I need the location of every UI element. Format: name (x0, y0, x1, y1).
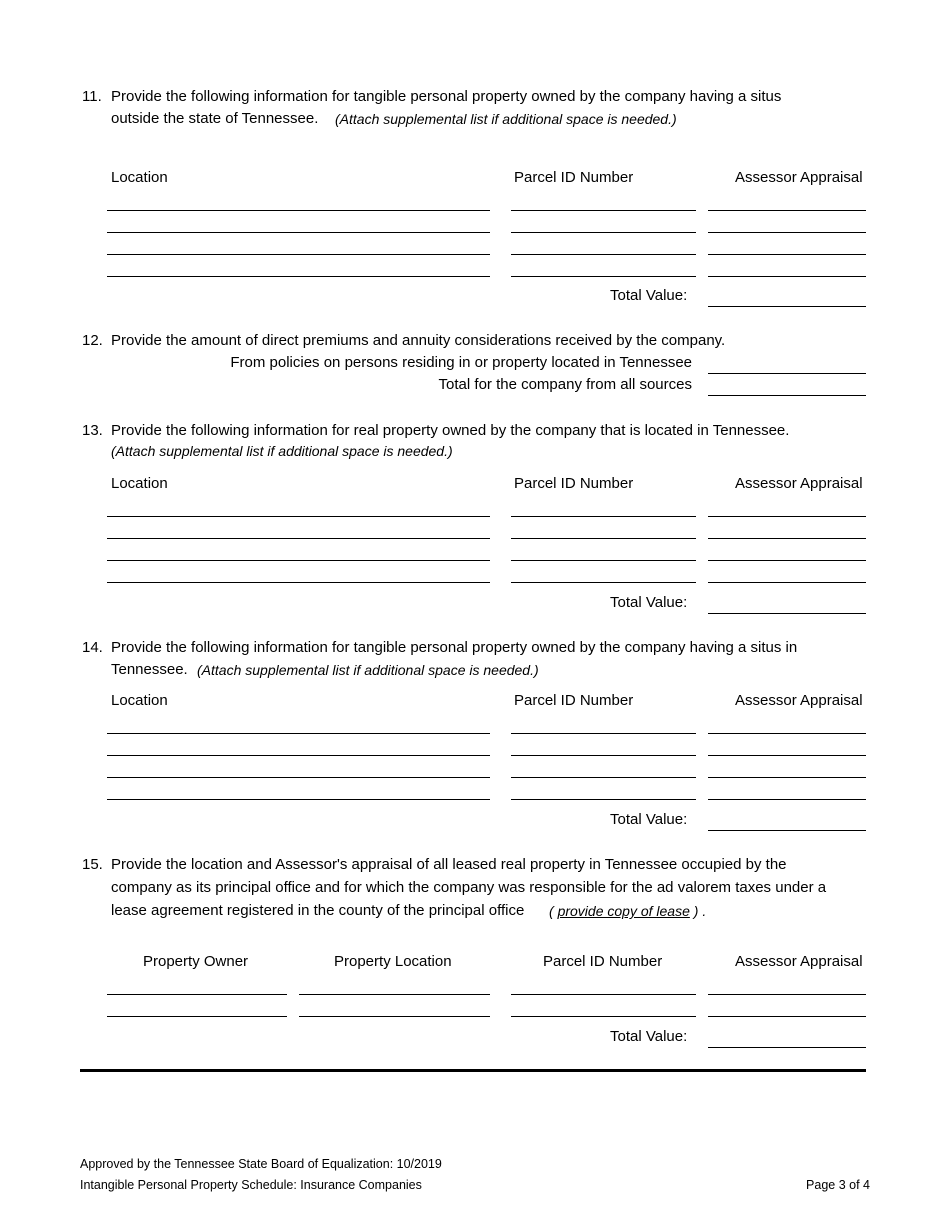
total-premiums-label: Total for the company from all sources (438, 376, 692, 393)
assessor-appraisal-field[interactable] (708, 497, 866, 517)
location-field[interactable] (107, 213, 490, 233)
parcel-id-field[interactable] (511, 235, 696, 255)
question-number: 11. (82, 88, 102, 105)
note-paren-close: ) (693, 903, 699, 919)
total-premiums-field[interactable] (708, 376, 866, 396)
question-text: Provide the location and Assessor's appraisal of all leased real property in Tennessee occupied by the (111, 856, 787, 873)
location-field[interactable] (107, 235, 490, 255)
location-field[interactable] (107, 736, 490, 756)
parcel-id-field[interactable] (511, 997, 696, 1017)
column-header-property-owner: Property Owner (143, 953, 249, 970)
question-number: 14. (82, 639, 103, 656)
location-field[interactable] (107, 758, 490, 778)
assessor-appraisal-field[interactable] (708, 563, 866, 583)
schedule-title: Intangible Personal Property Schedule: Insurance Companies (80, 1178, 422, 1192)
question-text-continued: company as its principal office and for which the company was responsible for the ad valorem taxes under a (111, 879, 827, 896)
column-header-parcel-id: Parcel ID Number (543, 953, 663, 970)
location-field[interactable] (107, 714, 490, 734)
section-divider (80, 1069, 866, 1072)
parcel-id-field[interactable] (511, 497, 696, 517)
property-owner-field[interactable] (107, 997, 287, 1017)
approval-notice: Approved by the Tennessee State Board of Equalization: 10/2019 (80, 1157, 442, 1171)
location-field[interactable] (107, 497, 490, 517)
tennessee-premiums-field[interactable] (708, 354, 866, 374)
assessor-appraisal-field[interactable] (708, 257, 866, 277)
note-paren-open: ( (549, 903, 554, 919)
question-text: Provide the following information for real property owned by the company that is located in Tennessee. (111, 422, 790, 439)
location-field[interactable] (107, 191, 490, 211)
note-period: . (702, 903, 707, 919)
column-header-location: Location (111, 475, 168, 492)
column-header-location: Location (111, 692, 168, 709)
assessor-appraisal-field[interactable] (708, 736, 866, 756)
location-field[interactable] (107, 257, 490, 277)
location-field[interactable] (107, 541, 490, 561)
location-field[interactable] (107, 519, 490, 539)
question-text-continued: outside the state of Tennessee. (111, 110, 319, 127)
parcel-id-field[interactable] (511, 257, 696, 277)
question-text-continued: Tennessee. (111, 661, 188, 678)
provide-copy-of-lease-link[interactable]: provide copy of lease (557, 903, 690, 919)
column-header-assessor-appraisal: Assessor Appraisal (735, 169, 863, 186)
parcel-id-field[interactable] (511, 563, 696, 583)
assessor-appraisal-field[interactable] (708, 714, 866, 734)
total-value-field[interactable] (708, 811, 866, 831)
parcel-id-field[interactable] (511, 519, 696, 539)
total-value-field[interactable] (708, 1028, 866, 1048)
assessor-appraisal-field[interactable] (708, 235, 866, 255)
supplemental-note: (Attach supplemental list if additional space is needed.) (197, 662, 539, 678)
parcel-id-field[interactable] (511, 736, 696, 756)
lease-copy-note (549, 901, 706, 921)
location-field[interactable] (107, 780, 490, 800)
question-text: Provide the following information for tangible personal property owned by the company having a situs in (111, 639, 798, 656)
property-location-field[interactable] (299, 997, 490, 1017)
question-text: Provide the following information for tangible personal property owned by the company having a situs (111, 88, 782, 105)
column-header-assessor-appraisal: Assessor Appraisal (735, 692, 863, 709)
assessor-appraisal-field[interactable] (708, 541, 866, 561)
parcel-id-field[interactable] (511, 213, 696, 233)
assessor-appraisal-field[interactable] (708, 191, 866, 211)
assessor-appraisal-field[interactable] (708, 975, 866, 995)
parcel-id-field[interactable] (511, 714, 696, 734)
assessor-appraisal-field[interactable] (708, 519, 866, 539)
total-value-field[interactable] (708, 287, 866, 307)
column-header-parcel-id: Parcel ID Number (514, 692, 634, 709)
parcel-id-field[interactable] (511, 975, 696, 995)
total-value-label: Total Value: (610, 594, 688, 611)
assessor-appraisal-field[interactable] (708, 997, 866, 1017)
question-text: Provide the amount of direct premiums and annuity considerations received by the company. (111, 332, 726, 349)
column-header-property-location: Property Location (334, 953, 452, 970)
assessor-appraisal-field[interactable] (708, 780, 866, 800)
property-location-field[interactable] (299, 975, 490, 995)
assessor-appraisal-field[interactable] (708, 758, 866, 778)
parcel-id-field[interactable] (511, 758, 696, 778)
total-value-label: Total Value: (610, 1028, 688, 1045)
tennessee-premiums-label: From policies on persons residing in or property located in Tennessee (230, 354, 692, 371)
question-number: 15. (82, 856, 103, 873)
parcel-id-field[interactable] (511, 191, 696, 211)
assessor-appraisal-field[interactable] (708, 213, 866, 233)
total-value-field[interactable] (708, 594, 866, 614)
total-value-label: Total Value: (610, 811, 688, 828)
question-text-continued: lease agreement registered in the county of the principal office (111, 902, 525, 919)
column-header-assessor-appraisal: Assessor Appraisal (735, 953, 863, 970)
parcel-id-field[interactable] (511, 541, 696, 561)
location-field[interactable] (107, 563, 490, 583)
page-number: Page 3 of 4 (806, 1178, 870, 1192)
supplemental-note: (Attach supplemental list if additional space is needed.) (335, 111, 677, 127)
column-header-parcel-id: Parcel ID Number (514, 475, 634, 492)
parcel-id-field[interactable] (511, 780, 696, 800)
column-header-parcel-id: Parcel ID Number (514, 169, 634, 186)
total-value-label: Total Value: (610, 287, 688, 304)
supplemental-note: (Attach supplemental list if additional space is needed.) (111, 443, 453, 459)
column-header-location: Location (111, 169, 168, 186)
column-header-assessor-appraisal: Assessor Appraisal (735, 475, 863, 492)
property-owner-field[interactable] (107, 975, 287, 995)
question-number: 12. (82, 332, 103, 349)
question-number: 13. (82, 422, 103, 439)
